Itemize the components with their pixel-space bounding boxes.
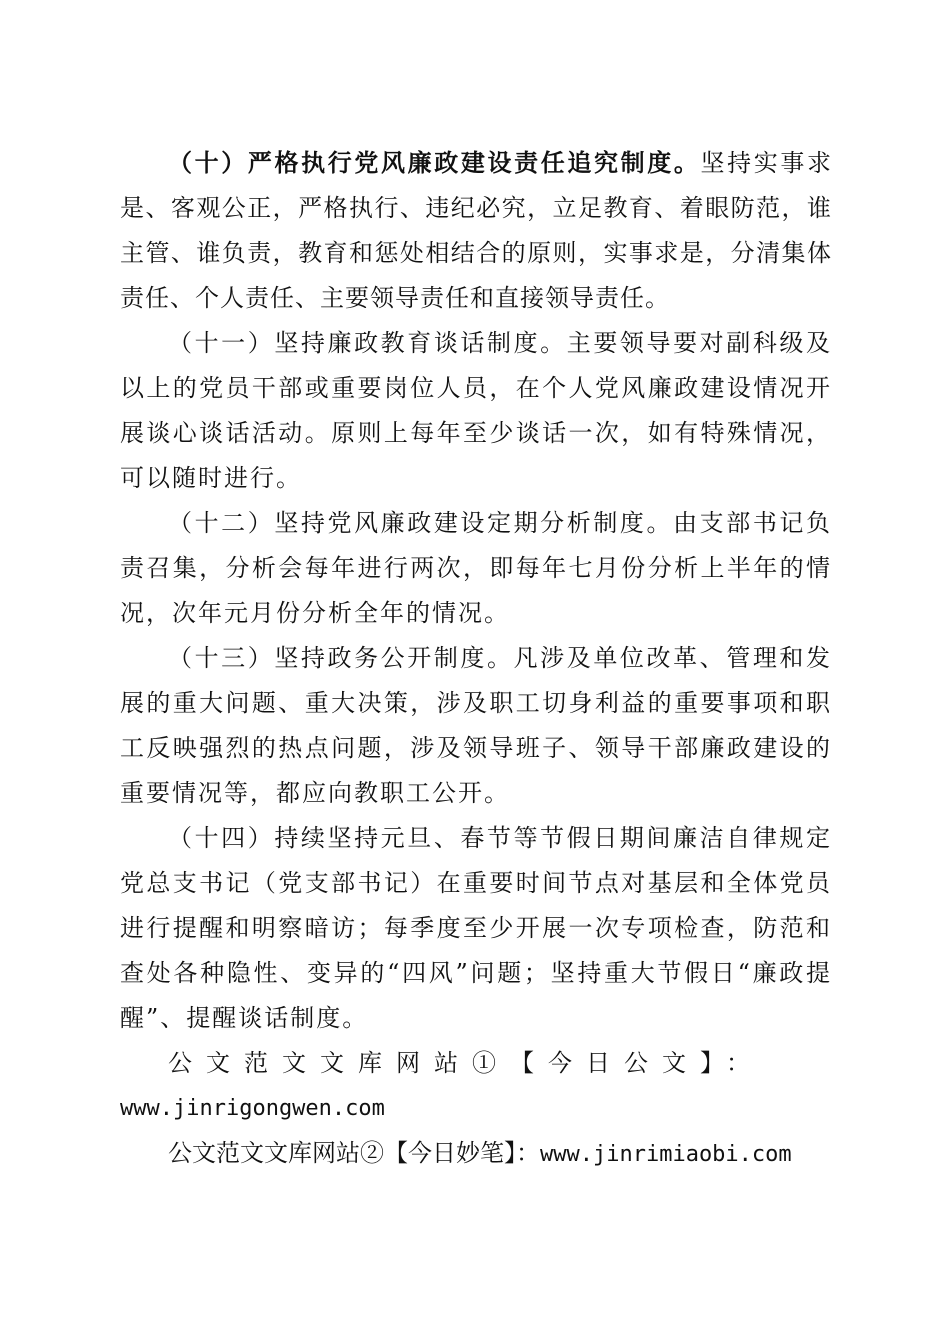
paragraph-12-body: （十二）坚持党风廉政建设定期分析制度。由支部书记负责召集，分析会每年进行两次，即每年七月份分析上半年的情况，次年元月份分析全年的情况。	[120, 509, 832, 627]
paragraph-14	[120, 816, 832, 1041]
footer-site-2-url[interactable]: www.jinrimiaobi.com	[540, 1142, 792, 1167]
footer-site-1	[120, 1041, 832, 1131]
paragraph-12	[120, 501, 832, 636]
paragraph-11-body: （十一）坚持廉政教育谈话制度。主要领导要对副科级及以上的党员干部或重要岗位人员，在个人党风廉政建设情况开展谈心谈话活动。原则上每年至少谈话一次，如有特殊情况，可以随时进行。	[120, 329, 832, 492]
document-page	[120, 140, 832, 1177]
paragraph-10	[120, 140, 832, 321]
paragraph-10-heading: （十）严格执行党风廉政建设责任追究制度。	[168, 148, 701, 177]
footer-site-1-url[interactable]: www.jinrigongwen.com	[120, 1096, 385, 1121]
footer-site-2	[120, 1131, 832, 1177]
paragraph-11	[120, 321, 832, 501]
footer-site-2-label: 公文范文文库网站②【今日妙笔】：	[168, 1139, 540, 1167]
paragraph-13	[120, 636, 832, 816]
paragraph-14-body: （十四）持续坚持元旦、春节等节假日期间廉洁自律规定党总支书记（党支部书记）在重要时间节点对基层和全体党员进行提醒和明察暗访；每季度至少开展一次专项检查，防范和查处各种隐性、变异的“四风”问题；坚持重大节假日“廉政提醒”、提醒谈话制度。	[120, 824, 832, 1032]
footer-site-1-label: 公文范文文库网站①【今日公文】：	[168, 1049, 764, 1077]
paragraph-13-body: （十三）坚持政务公开制度。凡涉及单位改革、管理和发展的重大问题、重大决策，涉及职工切身利益的重要事项和职工反映强烈的热点问题，涉及领导班子、领导干部廉政建设的重要情况等，都应向教职工公开。	[120, 644, 832, 807]
paragraph-10-body: 坚持实事求是、客观公正，严格执行、违纪必究，立足教育、着眼防范，谁主管、谁负责，教育和惩处相结合的原则，实事求是，分清集体责任、个人责任、主要领导责任和直接领导责任。	[120, 149, 832, 312]
